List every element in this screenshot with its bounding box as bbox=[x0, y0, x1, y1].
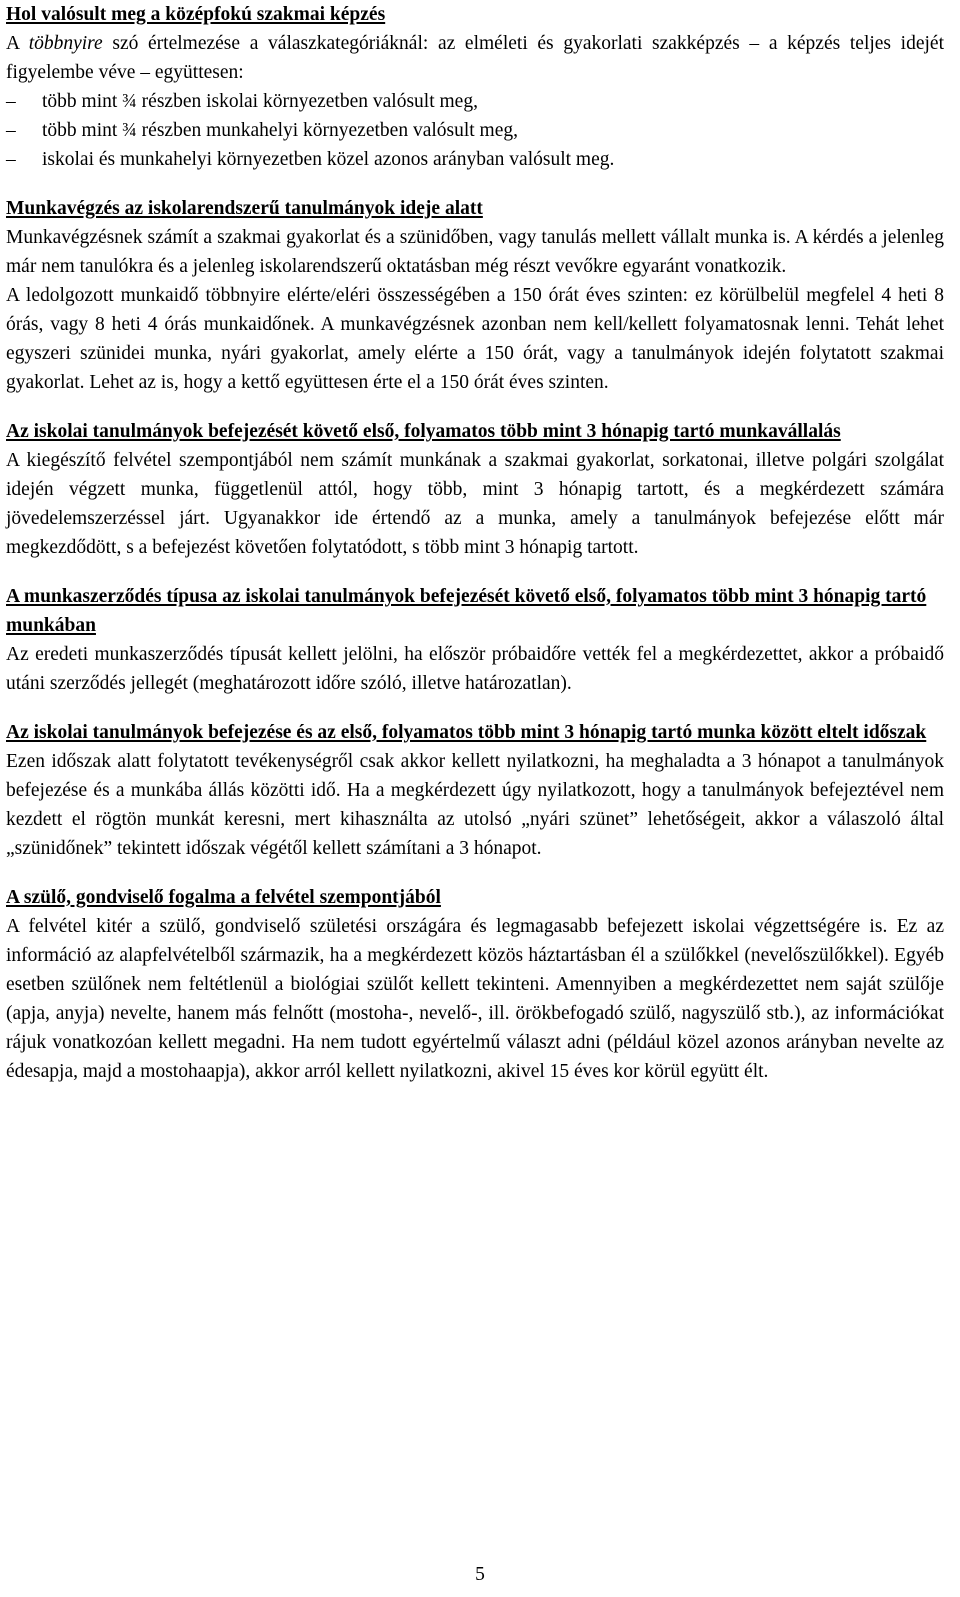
section-gap-period bbox=[6, 718, 944, 863]
body-paragraph: Ezen időszak alatt folytatott tevékenységről csak akkor kellett nyilatkozni, ha meghaladta a 3 hónapot a tanulmányok befejezése és a munkába állás közötti idő. Ha a megkérdezett úgy nyilatkozott, hogy a tanulmányok befejeztével nem kezdett el rögtön munkát keresni, mert kihasználta az utolsó „nyári szünet” lehetőségeit, akkor a válaszoló által „szünidőnek” tekintett időszak végétől kellett számítani a 3 hónapot. bbox=[6, 751, 944, 859]
section-parent-definition bbox=[6, 883, 944, 1086]
dash-bullet: – bbox=[6, 120, 16, 141]
list-item bbox=[6, 87, 944, 116]
dash-bullet: – bbox=[6, 149, 16, 170]
page-number: 5 bbox=[475, 1564, 485, 1585]
body-paragraph: A kiegészítő felvétel szempontjából nem számít munkának a szakmai gyakorlat, sorkatonai, illetve polgári szolgálat idején végzett munka, függetlenül attól, hogy több, mint 3 hónapig tartott, és a megkérdezett számára jövedelemszerzéssel járt. Ugyanakkor ide értendő az a munka, amely a tanulmányok befejezése előtt már megkezdődött, s a befejezést követően folytatódott, s több mint 3 hónapig tartott. bbox=[6, 450, 944, 558]
section-heading: Munkavégzés az iskolarendszerű tanulmányok ideje alatt bbox=[6, 198, 483, 219]
section-school-environment bbox=[6, 0, 944, 174]
intro-paragraph bbox=[6, 29, 944, 87]
list-item-text: több mint ¾ részben iskolai környezetben valósult meg, bbox=[42, 91, 478, 112]
body-paragraph: Munkavégzésnek számít a szakmai gyakorlat és a szünidőben, vagy tanulás mellett vállalt munka is. A kérdés a jelenleg már nem tanulókra és a jelenleg iskolarendszerű oktatásban még részt vevőkre egyaránt vonatkozik. bbox=[6, 227, 944, 277]
list-item-text: iskolai és munkahelyi környezetben közel azonos arányban valósult meg. bbox=[42, 149, 615, 170]
intro-text-cont: szó értelmezése a válaszkategóriáknál: az elméleti és gyakorlati szakképzés – a képzés teljes idejét figyelembe véve – együttesen: bbox=[6, 33, 944, 83]
intro-italic-term: többnyire bbox=[28, 33, 103, 54]
body-paragraph: A felvétel kitér a szülő, gondviselő születési országára és legmagasabb befejezett iskolai végzettségére is. Ez az információ az alapfelvételből származik, ha a megkérdezett közös háztartásban él a szülőkkel (nevelőszülőkkel). Egyéb esetben szülőnek nem feltétlenül a biológiai szülőt kellett tekinteni. Amennyiben a megkérdezettet nem saját szülője (apja, anyja) nevelte, hanem más felnőtt (mostoha-, nevelő-, ill. örökbefogadó szülő, nagyszülő stb.), az információkat rájuk vonatkozóan kellett megadni. Ha nem tudott egyértelmű választ adni (például közel azonos arányban nevelte az édesapja, majd a mostohaapja), akkor arról kellett nyilatkozni, akivel 15 éves kor körül együtt élt. bbox=[6, 916, 944, 1082]
section-first-employment bbox=[6, 417, 944, 562]
section-heading: Hol valósult meg a középfokú szakmai képzés bbox=[6, 4, 386, 25]
intro-text: A bbox=[6, 33, 29, 54]
body-paragraph: A ledolgozott munkaidő többnyire elérte/eléri összességében a 150 órát éves szinten: ez körülbelül megfelel 4 heti 8 órás, vagy 8 heti 4 órás munkaidőnek. A munkavégzésnek azonban nem kell/kellett folyamatosnak lenni. Tehát lehet egyszeri szünidei munka, nyári gyakorlat, amely elérte a 150 órát, vagy a tanulmányok idején folytatott szakmai gyakorlat. Lehet az is, hogy a kettő együttesen érte el a 150 órát éves szinten. bbox=[6, 285, 944, 393]
section-heading: Az iskolai tanulmányok befejezése és az első, folyamatos több mint 3 hónapig tartó munka között eltelt időszak bbox=[6, 722, 927, 743]
document-page bbox=[6, 0, 944, 1106]
section-heading: A szülő, gondviselő fogalma a felvétel szempontjából bbox=[6, 887, 441, 908]
list-item-text: több mint ¾ részben munkahelyi környezetben valósult meg, bbox=[42, 120, 519, 141]
section-contract-type bbox=[6, 582, 944, 698]
section-work-during-studies bbox=[6, 194, 944, 397]
list-item bbox=[6, 145, 944, 174]
dash-bullet: – bbox=[6, 91, 16, 112]
list-item bbox=[6, 116, 944, 145]
section-heading: A munkaszerződés típusa az iskolai tanulmányok befejezését követő első, folyamatos több mint 3 hónapig tartó munkában bbox=[6, 586, 927, 636]
section-heading: Az iskolai tanulmányok befejezését követő első, folyamatos több mint 3 hónapig tartó munkavállalás bbox=[6, 421, 841, 442]
body-paragraph: Az eredeti munkaszerződés típusát kellett jelölni, ha először próbaidőre vették fel a megkérdezettet, akkor a próbaidő utáni szerződés jellegét (meghatározott időre szóló, illetve határozatlan). bbox=[6, 644, 944, 694]
